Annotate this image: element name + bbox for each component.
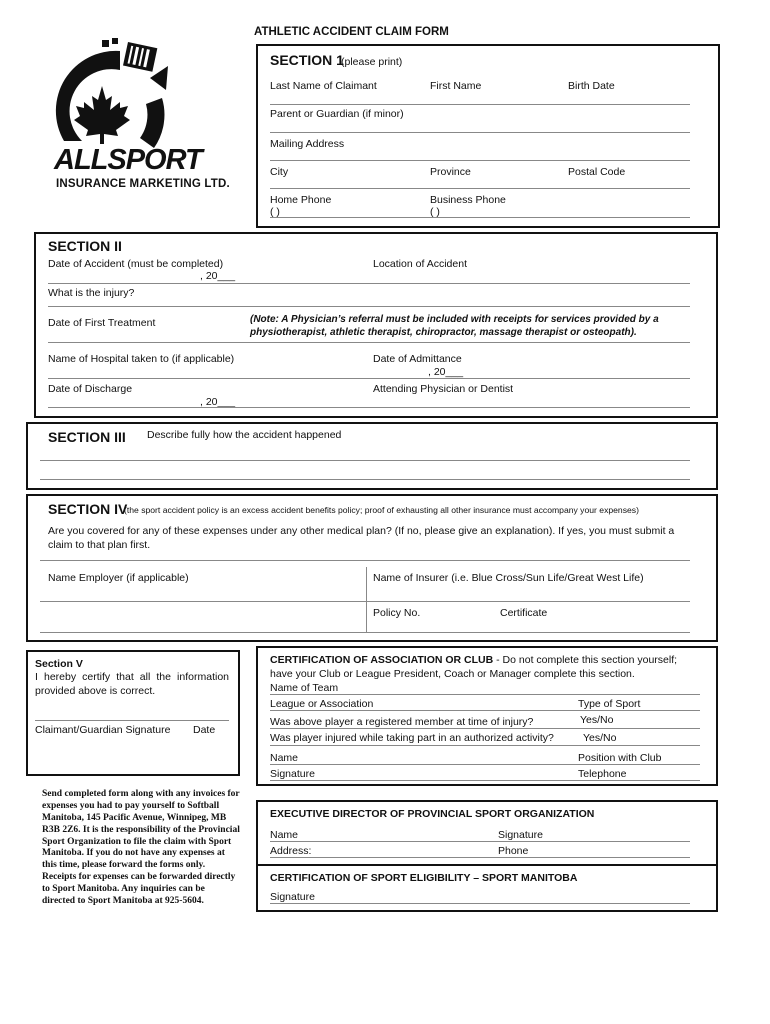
physician-note: (Note: A Physician’s referral must be included with receipts for services provided by a physiotherapist, athletic therapist, chiropractor, massage therapist or osteopath).	[250, 314, 659, 338]
section1-title: SECTION 1	[270, 52, 344, 68]
parent-label: Parent or Guardian (if minor)	[270, 108, 404, 120]
eligibility-signature-line[interactable]	[270, 903, 690, 904]
coverage-question: Are you covered for any of these expenses under any other medical plan? (If no, please give an explanation). If yes, you must submit a claim to that plan first.	[48, 525, 675, 551]
describe-line-1[interactable]	[40, 460, 690, 461]
send-instructions: Send completed form along with any invoices for expenses you had to pay yourself to Softball Manitoba, 145 Pacific Avenue, Winnipeg, MB R3B 2Z6. It is the responsibility of the Provincial Sport Organization to file the claim with Sport Manitoba. If you do not have any expenses at this time, please forward the forms only. Receipts for expenses can be forwarded directly to Sport Manitoba. Any inquiries can be directed to Sport Manitoba at 925-5604.	[42, 789, 240, 906]
injured-yes-no[interactable]: Yes/No	[583, 732, 617, 744]
section1-note: (please print)	[341, 56, 403, 68]
date-accident-year: , 20___	[200, 270, 236, 282]
province-label: Province	[430, 166, 471, 178]
registered-yes-no[interactable]: Yes/No	[580, 714, 614, 726]
accident-line[interactable]	[48, 283, 690, 284]
section3-title: SECTION III	[48, 429, 126, 445]
describe-line-2[interactable]	[40, 479, 690, 480]
treatment-line[interactable]	[48, 342, 690, 343]
league-line[interactable]	[270, 710, 700, 711]
type-sport-label: Type of Sport	[578, 698, 641, 710]
registered-label: Was above player a registered member at time of injury?	[270, 716, 534, 728]
telephone-label: Telephone	[578, 768, 627, 780]
team-label: Name of Team	[270, 682, 339, 694]
form-title: ATHLETIC ACCIDENT CLAIM FORM	[254, 26, 449, 38]
admittance-label: Date of Admittance	[373, 353, 462, 365]
section2-title: SECTION II	[48, 238, 122, 254]
exec-phone-label: Phone	[498, 845, 529, 857]
business-phone-label: Business Phone	[430, 194, 506, 206]
club-name-label: Name	[270, 752, 299, 764]
injury-line[interactable]	[48, 306, 690, 307]
employer-line[interactable]	[40, 601, 690, 602]
club-name-line[interactable]	[270, 764, 700, 765]
club-signature-line[interactable]	[270, 780, 700, 781]
injured-line[interactable]	[270, 745, 700, 746]
insurer-label: Name of Insurer (i.e. Blue Cross/Sun Life/Great West Life)	[373, 572, 644, 584]
section4-note: (the sport accident policy is an excess accident benefits policy; proof of exhausting all other insurance must accompany your expenses)	[124, 505, 639, 515]
first-name-label: First Name	[430, 80, 482, 92]
admittance-year: , 20___	[428, 366, 464, 378]
describe-label: Describe fully how the accident happened	[147, 429, 342, 441]
mailing-label: Mailing Address	[270, 138, 345, 150]
name-line[interactable]	[270, 104, 690, 105]
home-phone-paren: ( )	[270, 206, 280, 218]
postal-label: Postal Code	[568, 166, 626, 178]
certify-text: I hereby certify that all the information provided above is correct.	[35, 671, 229, 697]
hospital-line[interactable]	[48, 378, 690, 379]
physician-label: Attending Physician or Dentist	[373, 383, 514, 395]
section4-divider	[366, 567, 367, 633]
business-phone-paren: ( )	[430, 206, 440, 218]
club-signature-label: Signature	[270, 768, 315, 780]
section4-box	[26, 494, 718, 642]
exec-name-line[interactable]	[270, 841, 690, 842]
policy-line[interactable]	[40, 632, 690, 633]
discharge-label: Date of Discharge	[48, 383, 133, 395]
claimant-signature-label: Claimant/Guardian Signature	[35, 724, 171, 736]
last-name-label: Last Name of Claimant	[270, 80, 377, 92]
city-label: City	[270, 166, 289, 178]
cert-assoc-note: - Do not complete this section yourself; have your Club or League President, Coach or Manager complete this section.	[270, 654, 678, 680]
mailing-line[interactable]	[270, 160, 690, 161]
discharge-year: , 20___	[200, 396, 236, 408]
team-line[interactable]	[270, 694, 700, 695]
cert-assoc-heading	[270, 654, 702, 681]
cert-assoc-title: CERTIFICATION OF ASSOCIATION OR CLUB	[270, 654, 494, 666]
discharge-line[interactable]	[48, 407, 690, 408]
exec-signature-label: Signature	[498, 829, 543, 841]
logo-name: ALLSPORT	[54, 144, 202, 176]
coverage-line[interactable]	[40, 560, 690, 561]
claimant-date-label: Date	[193, 724, 216, 736]
policy-label: Policy No.	[373, 607, 421, 619]
section4-title: SECTION IV	[48, 501, 128, 517]
location-label: Location of Accident	[373, 258, 467, 270]
injury-label: What is the injury?	[48, 287, 135, 299]
position-label: Position with Club	[578, 752, 662, 764]
phone-line[interactable]	[270, 217, 690, 218]
registered-line[interactable]	[270, 728, 700, 729]
home-phone-label: Home Phone	[270, 194, 332, 206]
birth-date-label: Birth Date	[568, 80, 615, 92]
exec-title: EXECUTIVE DIRECTOR OF PROVINCIAL SPORT ORGANIZATION	[270, 808, 595, 820]
claimant-signature-line[interactable]	[35, 720, 229, 721]
logo-subtitle: INSURANCE MARKETING LTD.	[56, 178, 230, 190]
exec-address-label: Address:	[270, 845, 312, 857]
section5-title: Section V	[35, 658, 83, 670]
injured-label: Was player injured while taking part in an authorized activity?	[270, 732, 554, 744]
employer-label: Name Employer (if applicable)	[48, 572, 189, 584]
eligibility-signature-label: Signature	[270, 891, 315, 903]
date-accident-label: Date of Accident (must be completed)	[48, 258, 224, 270]
certificate-label: Certificate	[500, 607, 548, 619]
parent-line[interactable]	[270, 132, 690, 133]
exec-name-label: Name	[270, 829, 299, 841]
first-treatment-label: Date of First Treatment	[48, 317, 156, 329]
city-line[interactable]	[270, 188, 690, 189]
exec-address-line[interactable]	[270, 857, 690, 858]
eligibility-title: CERTIFICATION OF SPORT ELIGIBILITY – SPORT MANITOBA	[270, 872, 578, 884]
league-label: League or Association	[270, 698, 374, 710]
hospital-label: Name of Hospital taken to (if applicable)	[48, 353, 235, 365]
